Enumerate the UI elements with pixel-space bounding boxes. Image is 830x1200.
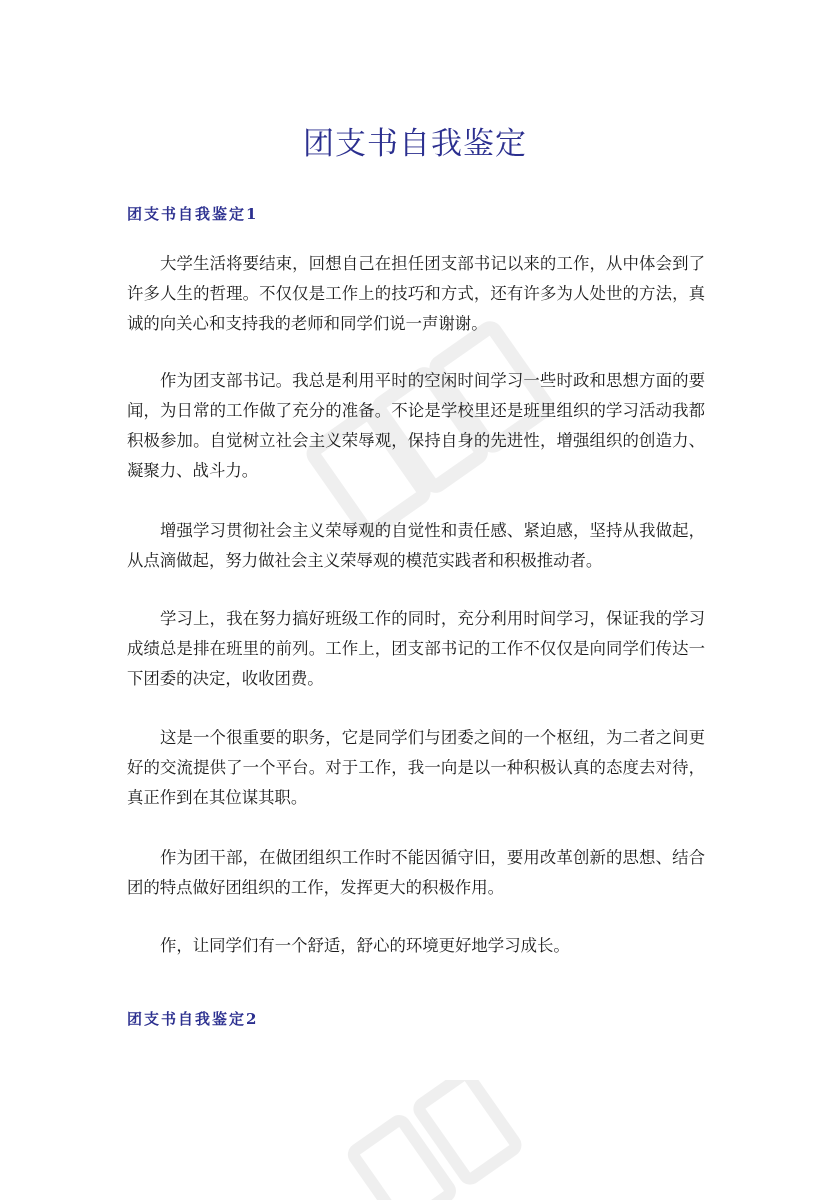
section-heading-2: 团支书自我鉴定2: [127, 1010, 259, 1028]
paragraph-7: 作，让同学们有一个舒适，舒心的环境更好地学习成长。: [160, 936, 570, 955]
paragraph-2: 作为团支部书记。我总是利用平时的空闲时间学习一些时政和思想方面的要闻，为日常的工作做了充分的准备。不论是学校里还是班里组织的学习活动我都积极参加。自觉树立社会主义荣辱观，保持自身的先进性，增强组织的创造力、凝聚力、战斗力。: [127, 371, 705, 480]
paragraph-3: 增强学习贯彻社会主义荣辱观的自觉性和责任感、紧迫感，坚持从我做起，从点滴做起，努力做社会主义荣辱观的模范实践者和积极推动者。: [127, 521, 705, 570]
paragraph-5: 这是一个很重要的职务，它是同学们与团委之间的一个枢纽，为二者之间更好的交流提供了一个平台。对于工作，我一向是以一种积极认真的态度去对待，真正作到在其位谋其职。: [127, 728, 705, 807]
section-heading-1: 团支书自我鉴定1: [127, 205, 259, 223]
paragraph-1: 大学生活将要结束，回想自己在担任团支部书记以来的工作，从中体会到了许多人生的哲理。不仅仅是工作上的技巧和方式，还有许多为人处世的方法，真诚的向关心和支持我的老师和同学们说一声谢谢。: [127, 254, 705, 333]
document-title: 团支书自我鉴定: [303, 126, 527, 162]
paragraph-4: 学习上，我在努力搞好班级工作的同时，充分利用时间学习，保证我的学习成绩总是排在班里的前列。工作上，团支部书记的工作不仅仅是向同学们传达一下团委的决定，收收团费。: [127, 609, 705, 688]
watermark-logo-bottom: [340, 1080, 540, 1200]
paragraph-6: 作为团干部，在做团组织工作时不能因循守旧，要用改革创新的思想、结合团的特点做好团组织的工作，发挥更大的积极作用。: [127, 848, 705, 897]
